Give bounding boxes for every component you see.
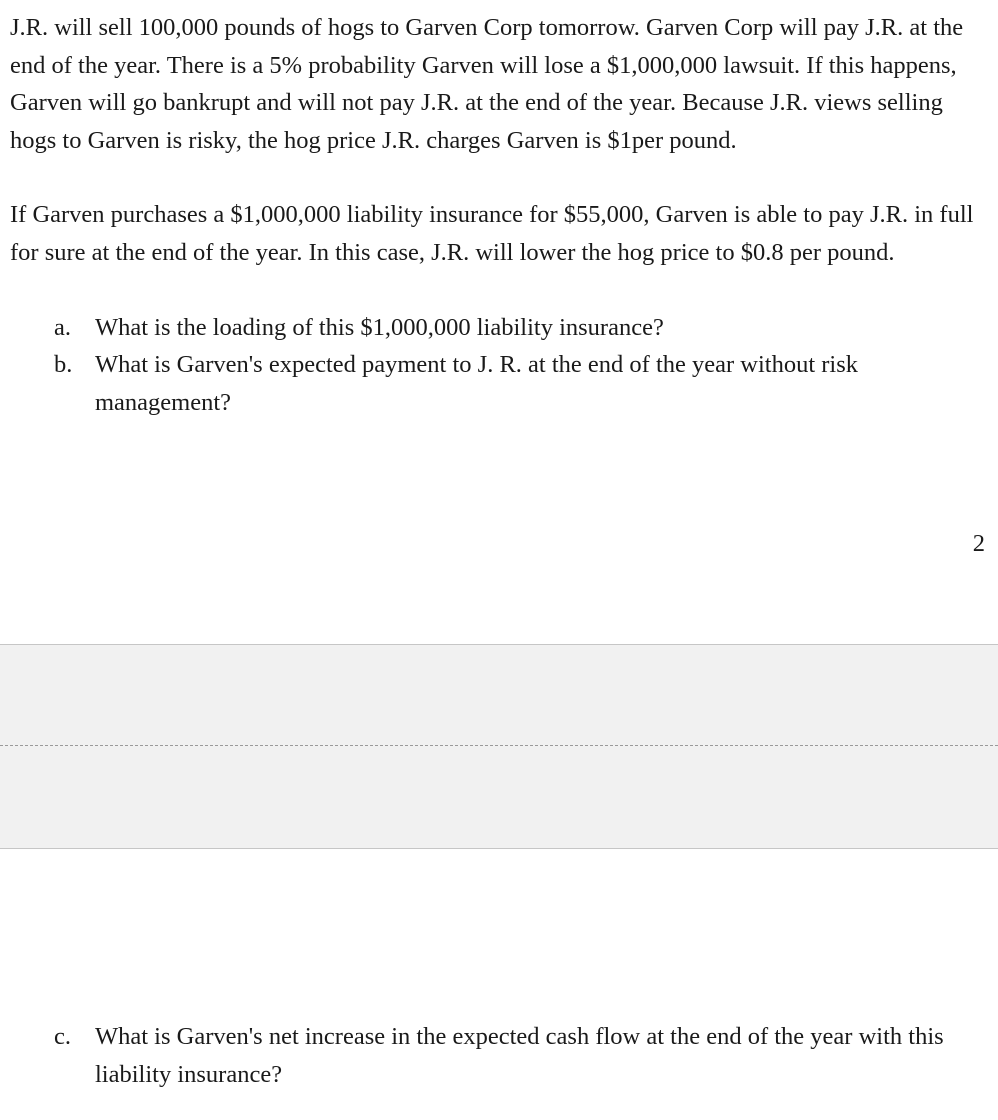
question-a-label: a. [54,314,71,341]
question-a [54,309,984,347]
page-break-line [0,745,998,746]
question-c-text: What is Garven's net increase in the expected cash flow at the end of the year with this liability insurance? [95,1023,944,1088]
question-c [54,1018,984,1093]
question-b-text: What is Garven's expected payment to J. R. at the end of the year without risk management? [95,351,859,416]
page-gap [0,644,998,849]
problem-paragraph-2: If Garven purchases a $1,000,000 liability insurance for $55,000, Garven is able to pay J.R. in full for sure at the end of the year. In this case, J.R. will lower the hog price to $0.8 per pound. [10,201,974,266]
page-number: 2 [972,530,985,557]
problem-paragraph-1: J.R. will sell 100,000 pounds of hogs to Garven Corp tomorrow. Garven Corp will pay J.R. at the end of the year. There is a 5% probability Garven will lose a $1,000,000 lawsuit. If this happens, Garven will go bankrupt and will not pay J.R. at the end of the year. Because J.R. views selling hogs to Garven is risky, the hog price J.R. charges Garven is $1per pound. [10,14,964,154]
question-c-label: c. [54,1023,71,1050]
question-b [54,346,984,421]
question-b-label: b. [54,351,73,378]
question-a-text: What is the loading of this $1,000,000 liability insurance? [95,314,664,341]
